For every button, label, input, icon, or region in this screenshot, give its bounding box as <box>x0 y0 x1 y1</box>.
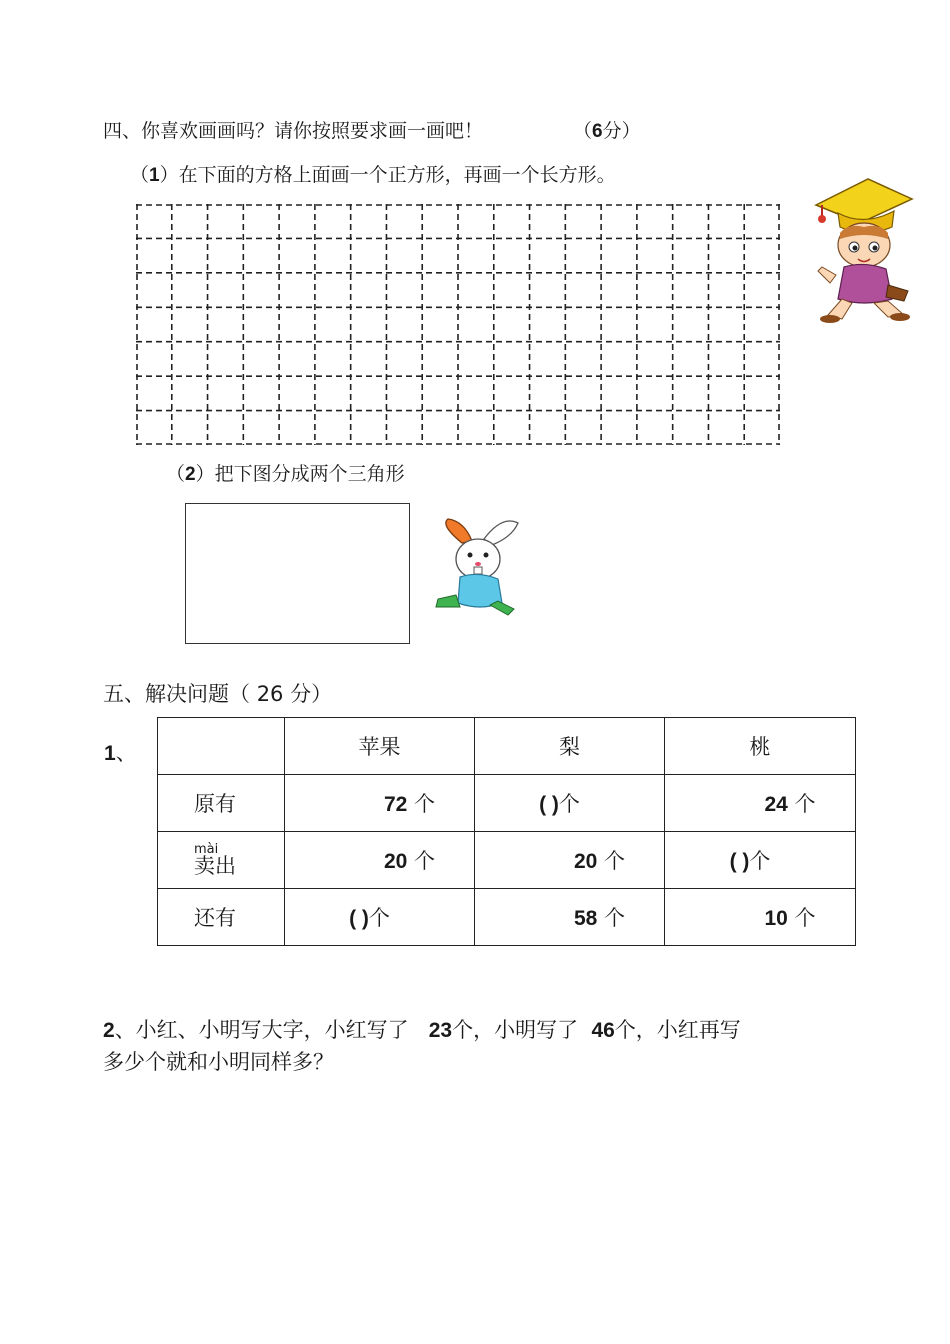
section-5-title <box>103 678 332 708</box>
bunny-illustration <box>432 515 528 619</box>
table-header-row <box>158 718 856 775</box>
cell-unit: 个 <box>368 906 390 930</box>
row-label <box>158 775 285 832</box>
table-cell-blank[interactable] <box>475 775 665 832</box>
table-cell-blank[interactable] <box>665 832 856 889</box>
q1-open: （ <box>130 164 150 186</box>
score-num: 6 <box>592 121 603 142</box>
blank-parentheses[interactable]: ( ) <box>349 907 369 930</box>
problem-1-sep: 、 <box>115 741 137 765</box>
table-cell <box>475 889 665 946</box>
blank-parentheses[interactable]: ( ) <box>729 850 750 873</box>
section-4-title-text: 四、你喜欢画画吗？请你按照要求画一画吧！ <box>103 120 484 142</box>
question-2-instruction <box>166 459 405 486</box>
cell-unit: 个 <box>794 792 816 816</box>
cell-value: 24 <box>764 793 788 816</box>
section-5-score-num: 26 <box>256 682 284 706</box>
fruit-sales-table <box>157 717 856 946</box>
score-open: （ <box>573 120 593 142</box>
question-1-instruction <box>130 160 616 187</box>
cell-unit: 个 <box>794 906 816 930</box>
table-header-cell: 桃 <box>665 718 856 775</box>
table-row <box>158 889 856 946</box>
q2-text: ）把下图分成两个三角形 <box>195 463 405 485</box>
section-4-score <box>573 116 641 143</box>
table-header-cell: 梨 <box>475 718 665 775</box>
dashed-drawing-grid[interactable] <box>136 204 780 445</box>
cell-unit: 个 <box>414 792 436 816</box>
graduate-boy-icon <box>808 175 916 325</box>
q1-text: ）在下面的方格上面画一个正方形，再画一个长方形。 <box>159 164 616 186</box>
table-cell <box>285 775 475 832</box>
section-4-title <box>103 116 483 143</box>
problem-2-line-2-text: 多少个就和小明同样多？ <box>103 1050 334 1074</box>
row-label <box>158 832 285 889</box>
section-5-title-a: 五、解决问题（ <box>103 682 250 706</box>
cell-value: 10 <box>764 907 788 930</box>
problem-2-text-b: 个，小明写了 <box>452 1018 579 1042</box>
cell-unit: 个 <box>414 849 436 873</box>
problem-2-text-a: 、小红、小明写大字，小红写了 <box>114 1018 409 1042</box>
cell-unit: 个 <box>604 906 626 930</box>
graduate-boy-illustration <box>808 175 916 325</box>
table-cell <box>665 775 856 832</box>
row-label-text: 原有 <box>194 792 236 816</box>
problem-2-line-2 <box>103 1046 334 1076</box>
problem-1-label <box>104 737 137 767</box>
row-label-text: 还有 <box>194 906 236 930</box>
cell-value: 72 <box>383 793 408 816</box>
problem-2-text-c: 个，小红再写 <box>614 1018 741 1042</box>
q2-num: 2 <box>185 464 196 485</box>
q1-num: 1 <box>149 165 160 186</box>
dashed-grid-svg <box>136 204 780 445</box>
bunny-icon <box>432 515 528 619</box>
problem-2-n1: 23 <box>428 1019 453 1042</box>
table-cell-blank[interactable] <box>285 889 475 946</box>
row-label-text: 卖出 <box>194 853 236 878</box>
problem-1-num: 1 <box>104 742 116 765</box>
cell-unit: 个 <box>604 849 626 873</box>
table-cell <box>665 889 856 946</box>
blank-parentheses[interactable]: ( ) <box>539 793 559 816</box>
cell-value: 58 <box>573 907 598 930</box>
table-row <box>158 775 856 832</box>
problem-2-num: 2 <box>103 1019 115 1042</box>
cell-unit: 个 <box>749 849 771 873</box>
table-cell <box>285 832 475 889</box>
cell-unit: 个 <box>558 792 580 816</box>
table-header-cell <box>158 718 285 775</box>
row-label <box>158 889 285 946</box>
section-5-title-b: 分） <box>290 682 333 706</box>
score-close: 分） <box>602 120 641 142</box>
problem-2-n2: 46 <box>591 1019 615 1042</box>
table-row <box>158 832 856 889</box>
rectangle-to-divide[interactable] <box>185 503 410 644</box>
cell-value: 20 <box>573 850 598 873</box>
cell-value: 20 <box>383 850 408 873</box>
row-label-pinyin: mài <box>194 841 219 857</box>
problem-2-line-1 <box>103 1014 741 1044</box>
table-header-cell: 苹果 <box>285 718 475 775</box>
table-cell <box>475 832 665 889</box>
q2-open: （ <box>166 463 186 485</box>
